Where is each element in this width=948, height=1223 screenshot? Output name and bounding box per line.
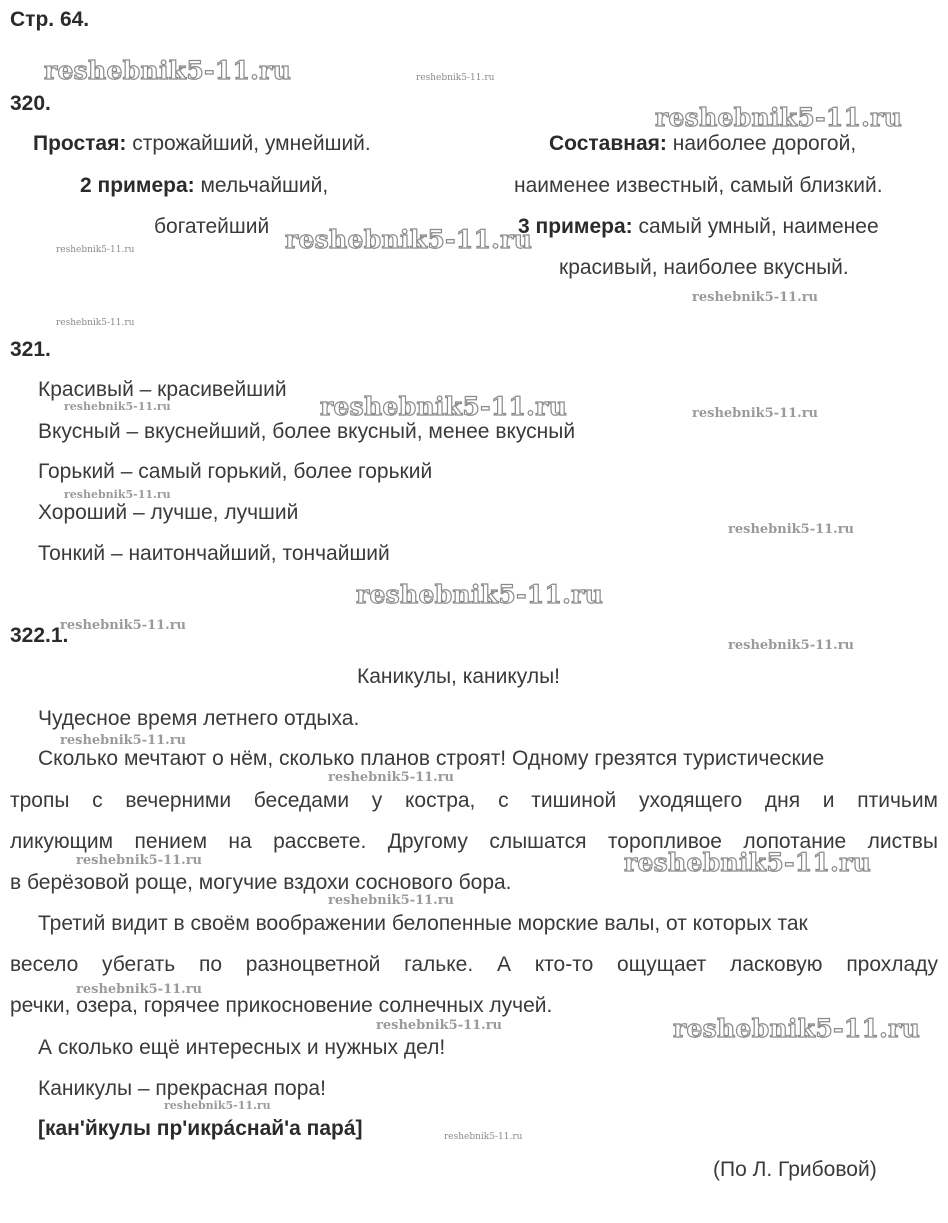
watermark: reshebnik5-11.ru [64,488,171,501]
compound-form-text: наиболее дорогой, [666,132,857,155]
text-line: весело убегать по разноцветной гальке. А кто-то ощущает ласковую прохладу [10,953,938,976]
watermark: reshebnik5-11.ru [64,400,171,413]
watermark: reshebnik5-11.ru [655,103,903,132]
watermark: reshebnik5-11.ru [692,290,819,305]
two-examples-text: мельчайший, [194,174,329,197]
text-line: речки, озера, горячее прикосновение солнечных лучей. [10,994,553,1017]
watermark: reshebnik5-11.ru [76,853,203,868]
watermark: reshebnik5-11.ru [328,893,455,908]
watermark: reshebnik5-11.ru [56,318,135,328]
simple-form-text: строжайший, умнейший. [126,132,371,155]
exercise-322-number: 322.1. [10,624,69,647]
watermark: reshebnik5-11.ru [444,1132,523,1142]
three-examples-label: 3 примера: [518,215,633,238]
watermark: reshebnik5-11.ru [356,580,604,609]
page-label: Стр. 64. [10,8,90,31]
two-examples-line2: богатейший [154,215,270,238]
text-line: Сколько мечтают о нём, сколько планов строят! Одному грезятся туристические [38,747,825,770]
watermark: reshebnik5-11.ru [164,1099,271,1112]
three-examples-line [518,215,879,239]
list-item: Горький – самый горький, более горький [38,460,433,483]
two-examples-label: 2 примера: [80,174,195,197]
watermark: reshebnik5-11.ru [624,848,872,877]
watermark: reshebnik5-11.ru [320,392,568,421]
watermark: reshebnik5-11.ru [76,982,203,997]
list-item: Красивый – красивейший [38,378,287,401]
two-examples-line [80,174,328,198]
watermark: reshebnik5-11.ru [692,406,819,421]
three-examples-line2: красивый, наиболее вкусный. [559,256,849,279]
list-item: Вкусный – вкуснейший, более вкусный, менее вкусный [38,420,576,443]
watermark: reshebnik5-11.ru [60,618,187,633]
compound-form-line2: наименее известный, самый близкий. [514,174,883,197]
text-line: ликующим пением на рассвете. Другому слышатся торопливое лопотание листвы [10,830,938,853]
text-line: Каникулы – прекрасная пора! [38,1077,326,1100]
transcription: [кан'йкулы пр'икрáснай'а парá] [38,1117,363,1140]
watermark: reshebnik5-11.ru [728,638,855,653]
simple-form-label: Простая: [33,132,127,155]
text-line: А сколько ещё интересных и нужных дел! [38,1036,446,1059]
text-line: Чудесное время летнего отдыха. [38,707,360,730]
exercise-320-number: 320. [10,92,51,115]
exercise-321-number: 321. [10,338,51,361]
text-line: Третий видит в своём воображении белопенные морские валы, от которых так [38,912,808,935]
author-attribution: (По Л. Грибовой) [713,1158,877,1181]
watermark: reshebnik5-11.ru [44,56,292,85]
simple-form-line [33,132,371,156]
watermark: reshebnik5-11.ru [673,1014,921,1043]
watermark: reshebnik5-11.ru [728,522,855,537]
watermark: reshebnik5-11.ru [328,770,455,785]
text-line: в берёзовой роще, могучие вздохи соснового бора. [10,871,512,894]
text-line: тропы с вечерними беседами у костра, с тишиной уходящего дня и птичьим [10,789,938,812]
list-item: Хороший – лучше, лучший [38,501,299,524]
compound-form-line [549,132,856,156]
text-title: Каникулы, каникулы! [357,665,561,688]
watermark: reshebnik5-11.ru [376,1018,503,1033]
compound-form-label: Составная: [549,132,667,155]
list-item: Тонкий – наитончайший, тончайший [38,542,390,565]
three-examples-text: самый умный, наименее [632,215,879,238]
watermark: reshebnik5-11.ru [60,733,187,748]
watermark: reshebnik5-11.ru [56,245,135,255]
watermark: reshebnik5-11.ru [285,225,533,254]
watermark: reshebnik5-11.ru [416,73,495,83]
